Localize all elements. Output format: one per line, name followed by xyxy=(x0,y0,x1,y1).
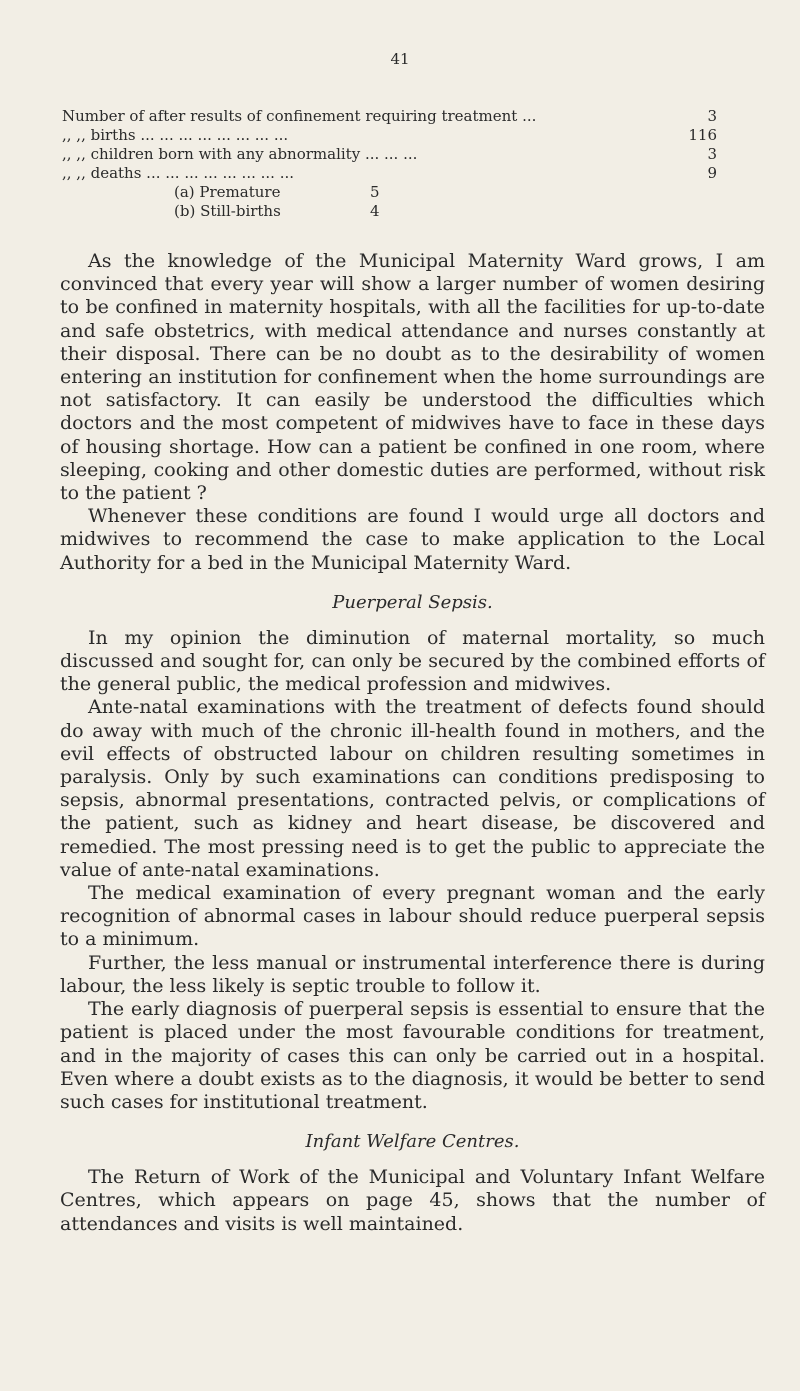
paragraph: Further, the less manual or instrumental interference there is during labour, the less likely is septic trouble to follow it. xyxy=(60,951,765,997)
statistics-table xyxy=(62,107,717,221)
row-label: ,, ,, births ... ... ... ... ... ... ... ... xyxy=(62,126,289,144)
paragraph: The medical examination of every pregnant woman and the early recognition of abnormal cases in labour should reduce puerperal sepsis to a minimum. xyxy=(60,882,765,951)
table-subrow xyxy=(62,202,717,221)
section-heading-puerperal-sepsis: Puerperal Sepsis. xyxy=(332,591,493,613)
table-subrow xyxy=(62,183,717,202)
paragraph: The Return of Work of the Municipal and Voluntary Infant Welfare Centres, which appears on page 45, shows that the number of attendances and visits is well maintained. xyxy=(60,1166,765,1235)
paragraph: As the knowledge of the Municipal Maternity Ward grows, I am convinced that every year will show a larger number of women desiring to be confined in maternity hospitals, with all the facilities for up-to-date and safe obstetrics, with medical attendance and nurses constantly at their disposal. There can be no doubt as to the desirability of women entering an institution for confinement when the home surroundings are not satisfactory. It can easily be understood the difficulties which doctors and the most competent of midwives have to face in these days of housing shortage. How can a patient be confined in one room, where sleeping, cooking and other domestic duties are performed, without risk to the patient ? xyxy=(60,250,765,505)
row-label: Number of after results of confinement requiring treatment ... xyxy=(62,107,537,125)
row-value: 3 xyxy=(707,145,717,163)
row-label: ,, ,, children born with any abnormality ... ... ... xyxy=(62,145,418,163)
paragraph: Ante-natal examinations with the treatment of defects found should do away with much of the chronic ill-health found in mothers, and the evil effects of obstructed labour on children resulting sometimes in paralysis. Only by such examinations can conditions predisposing to sepsis, abnormal presentations, contracted pelvis, or complications of the patient, such as kidney and heart disease, be discovered and remedied. The most pressing need is to get the public to appreciate the value of ante-natal examinations. xyxy=(60,696,765,881)
subrow-value: 4 xyxy=(370,202,380,220)
page-number: 41 xyxy=(390,50,410,68)
row-value: 116 xyxy=(688,126,717,144)
paragraph: In my opinion the diminution of maternal mortality, so much discussed and sought for, can only be secured by the combined efforts of the general public, the medical profession and midwives. xyxy=(60,626,765,696)
paragraph: The early diagnosis of puerperal sepsis is essential to ensure that the patient is placed under the most favourable conditions for treatment, and in the majority of cases this can only be carried out in a hospital. Even where a doubt exists as to the diagnosis, it would be better to send such cases for institutional treatment. xyxy=(60,998,765,1113)
table-row xyxy=(62,145,717,164)
table-row xyxy=(62,126,717,145)
table-row xyxy=(62,107,717,126)
row-value: 9 xyxy=(707,164,717,182)
section-heading-infant-welfare: Infant Welfare Centres. xyxy=(305,1131,520,1153)
body-text xyxy=(60,250,765,1236)
subrow-value: 5 xyxy=(370,183,380,201)
table-row xyxy=(62,164,717,183)
row-value: 3 xyxy=(707,107,717,125)
subrow-label: (b) Still-births xyxy=(174,202,281,220)
paragraph: Whenever these conditions are found I would urge all doctors and midwives to recommend the case to make application to the Local Authority for a bed in the Municipal Maternity Ward. xyxy=(60,505,765,574)
subrow-label: (a) Premature xyxy=(174,183,281,201)
row-label: ,, ,, deaths ... ... ... ... ... ... ... ... xyxy=(62,164,294,182)
